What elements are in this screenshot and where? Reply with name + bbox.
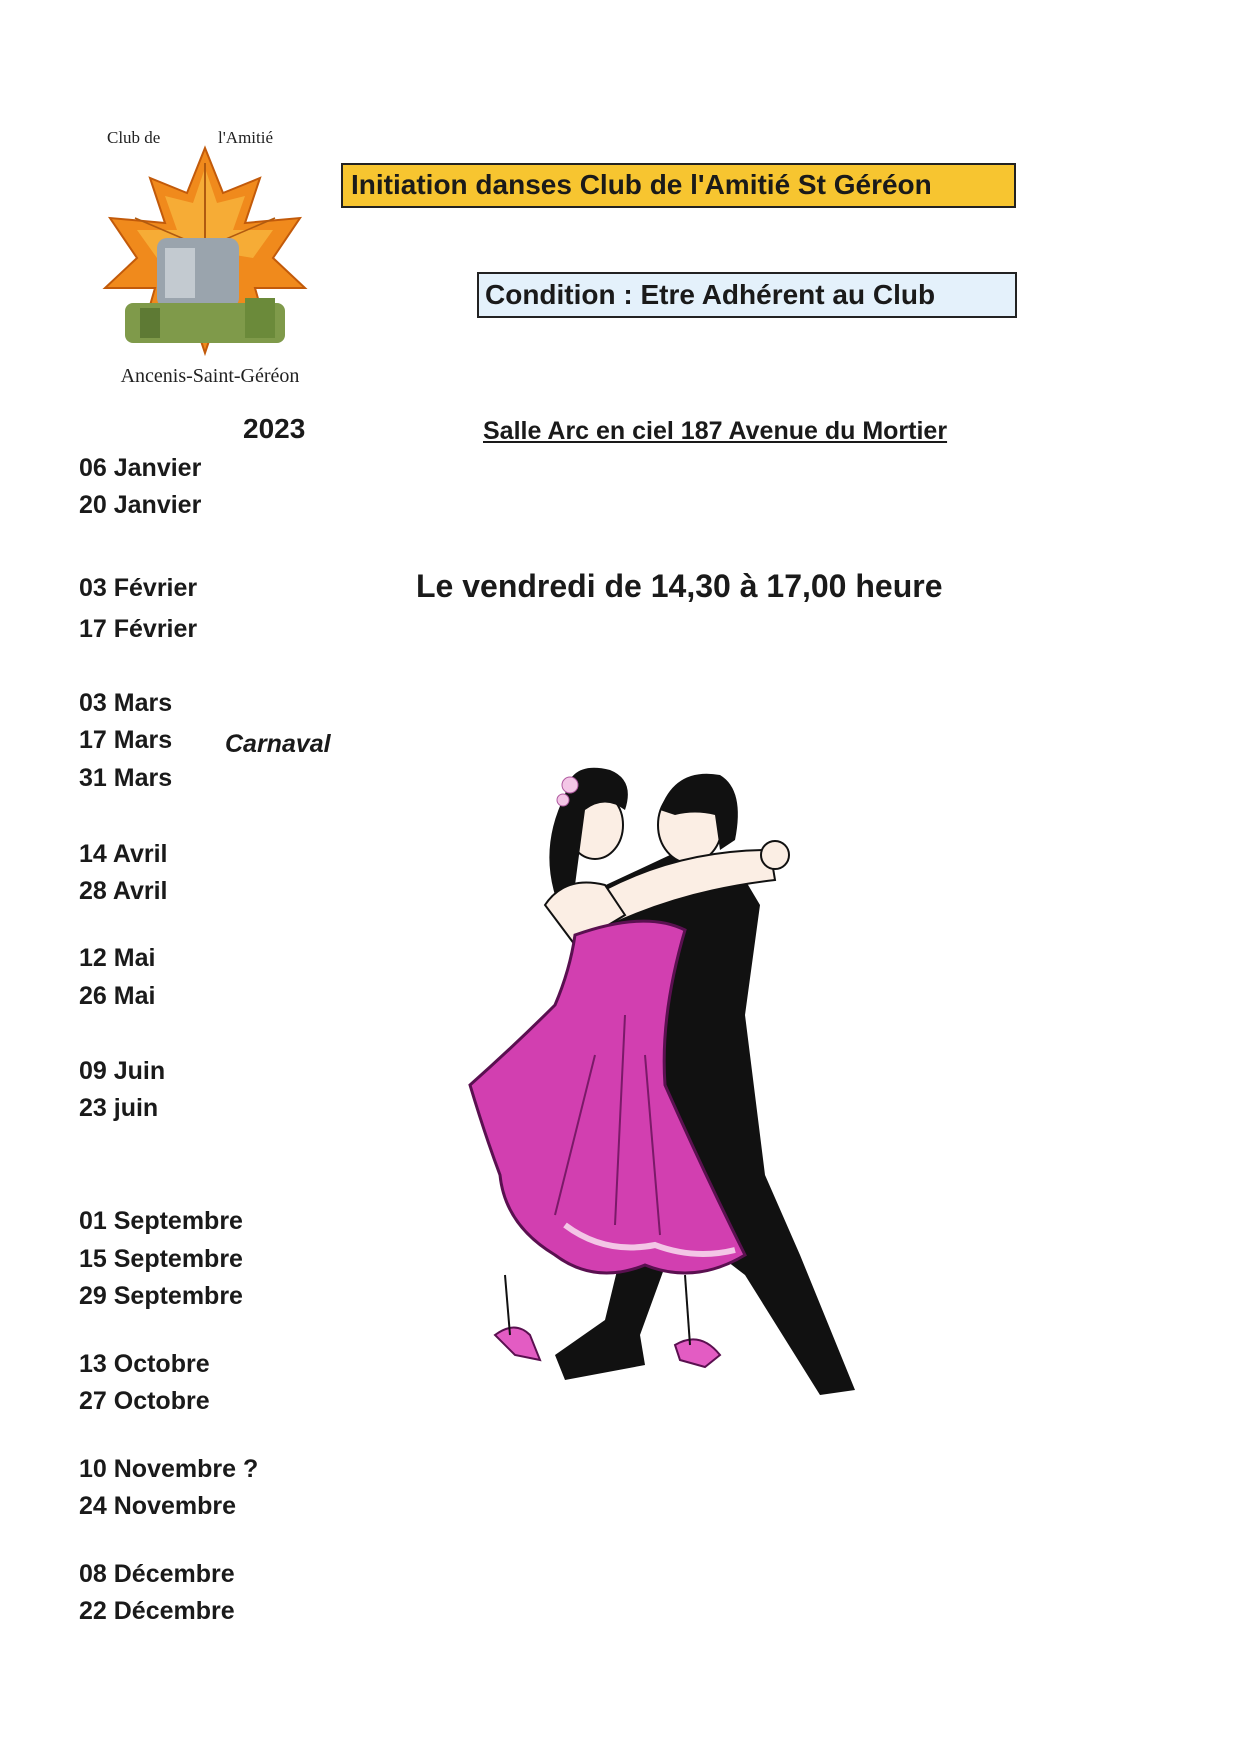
logo-text-bottom: Ancenis-Saint-Géréon: [120, 365, 300, 387]
date-item: 24 Novembre: [79, 1492, 237, 1520]
year-heading: 2023: [243, 413, 306, 444]
date-item: 27 Octobre: [79, 1387, 210, 1415]
date-item: 03 Février: [79, 574, 198, 602]
date-item: 23 juin: [79, 1094, 159, 1122]
date-item: 17 Mars: [79, 726, 173, 754]
page-title: Initiation danses Club de l'Amitié St Géréon: [341, 163, 1016, 208]
carnaval-note: Carnaval: [225, 730, 331, 758]
schedule-text: Le vendredi de 14,30 à 17,00 heure: [416, 568, 943, 604]
date-item: 12 Mai: [79, 944, 156, 972]
date-item: 14 Avril: [79, 840, 168, 868]
date-item: 03 Mars: [79, 689, 173, 717]
date-item: 08 Décembre: [79, 1560, 235, 1588]
date-item: 20 Janvier: [79, 491, 202, 519]
date-item: 01 Septembre: [79, 1207, 243, 1235]
location-text: Salle Arc en ciel 187 Avenue du Mortier: [483, 417, 948, 445]
date-item: 22 Décembre: [79, 1597, 235, 1625]
date-item: 17 Février: [79, 615, 198, 643]
date-item: 31 Mars: [79, 764, 173, 792]
logo-text-top-right: l'Amitié: [218, 128, 274, 147]
date-item: 26 Mai: [79, 982, 156, 1010]
logo-text-top-left: Club de: [107, 128, 161, 147]
maple-leaf-icon: [95, 138, 315, 363]
dancing-couple-illustration: [445, 755, 895, 1405]
date-item: 06 Janvier: [79, 454, 202, 482]
date-item: 10 Novembre ?: [79, 1455, 259, 1483]
date-item: 28 Avril: [79, 877, 168, 905]
date-item: 09 Juin: [79, 1057, 166, 1085]
condition-box: Condition : Etre Adhérent au Club: [477, 272, 1017, 318]
club-logo: [85, 120, 335, 395]
date-item: 13 Octobre: [79, 1350, 210, 1378]
date-item: 29 Septembre: [79, 1282, 243, 1310]
date-item: 15 Septembre: [79, 1245, 243, 1273]
